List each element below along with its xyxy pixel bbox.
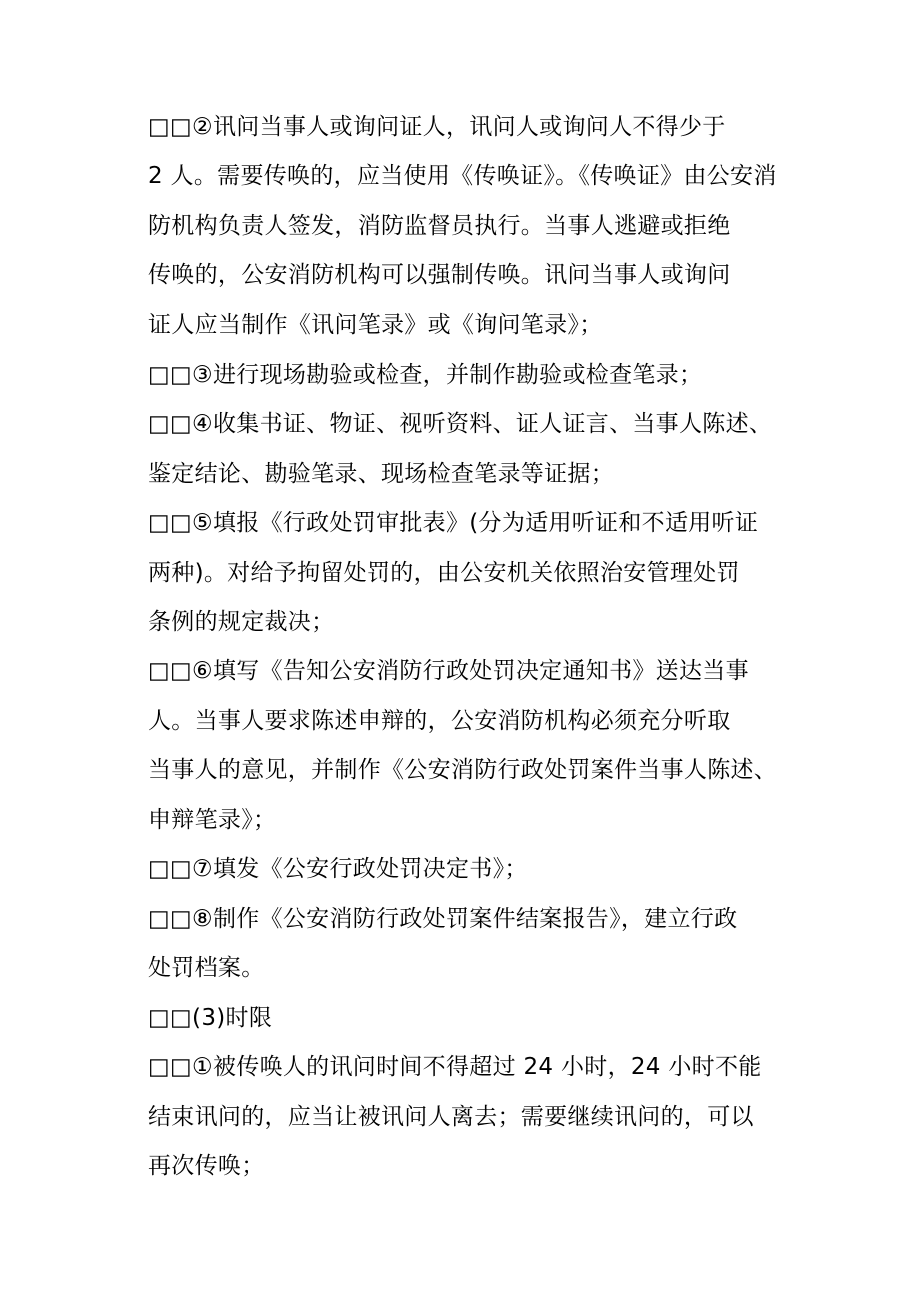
text-line: 防机构负责人签发，消防监督员执行。当事人逃避或拒绝 bbox=[148, 213, 731, 239]
text-line: □□⑤填报《行政处罚审批表》(分为适用听证和不适用听证 bbox=[148, 510, 759, 536]
text-line: □□③进行现场勘验或检查，并制作勘验或检查笔录； bbox=[148, 362, 703, 388]
text-line: □□②讯问当事人或询问证人，讯问人或询问人不得少于 bbox=[148, 114, 726, 140]
text-line: □□⑦填发《公安行政处罚决定书》； bbox=[148, 856, 528, 882]
text-line: 再次传唤； bbox=[148, 1153, 265, 1179]
text-line: 结束讯问的，应当让被讯问人离去；需要继续讯问的，可以 bbox=[148, 1104, 754, 1130]
text-line: 处罚档案。 bbox=[148, 955, 265, 981]
text-line: 人。当事人要求陈述申辩的，公安消防机构必须充分听取 bbox=[148, 708, 731, 734]
text-line: □□⑧制作《公安消防行政处罚案件结案报告》，建立行政 bbox=[148, 906, 738, 932]
text-line: □□(3)时限 bbox=[148, 1005, 273, 1031]
text-line: 证人应当制作《讯问笔录》或《询问笔录》； bbox=[148, 312, 603, 338]
text-line: 鉴定结论、勘验笔录、现场检查笔录等证据； bbox=[148, 461, 614, 487]
text-line: □□④收集书证、物证、视听资料、证人证言、当事人陈述、 bbox=[148, 411, 773, 437]
text-line: 当事人的意见，并制作《公安消防行政处罚案件当事人陈述、 bbox=[148, 757, 778, 783]
text-line: 两种)。对给予拘留处罚的，由公安机关依照治安管理处罚 bbox=[148, 560, 740, 586]
text-line: 传唤的，公安消防机构可以强制传唤。讯问当事人或询问 bbox=[148, 262, 731, 288]
text-line: 2 人。需要传唤的，应当使用《传唤证》。《传唤证》由公安消 bbox=[148, 163, 777, 189]
text-line: □□⑥填写《告知公安消防行政处罚决定通知书》送达当事 bbox=[148, 658, 749, 684]
text-line: 申辩笔录》； bbox=[148, 807, 277, 833]
text-line: 条例的规定裁决； bbox=[148, 609, 335, 635]
text-line: □□①被传唤人的讯问时间不得超过 24 小时，24 小时不能 bbox=[148, 1054, 762, 1080]
